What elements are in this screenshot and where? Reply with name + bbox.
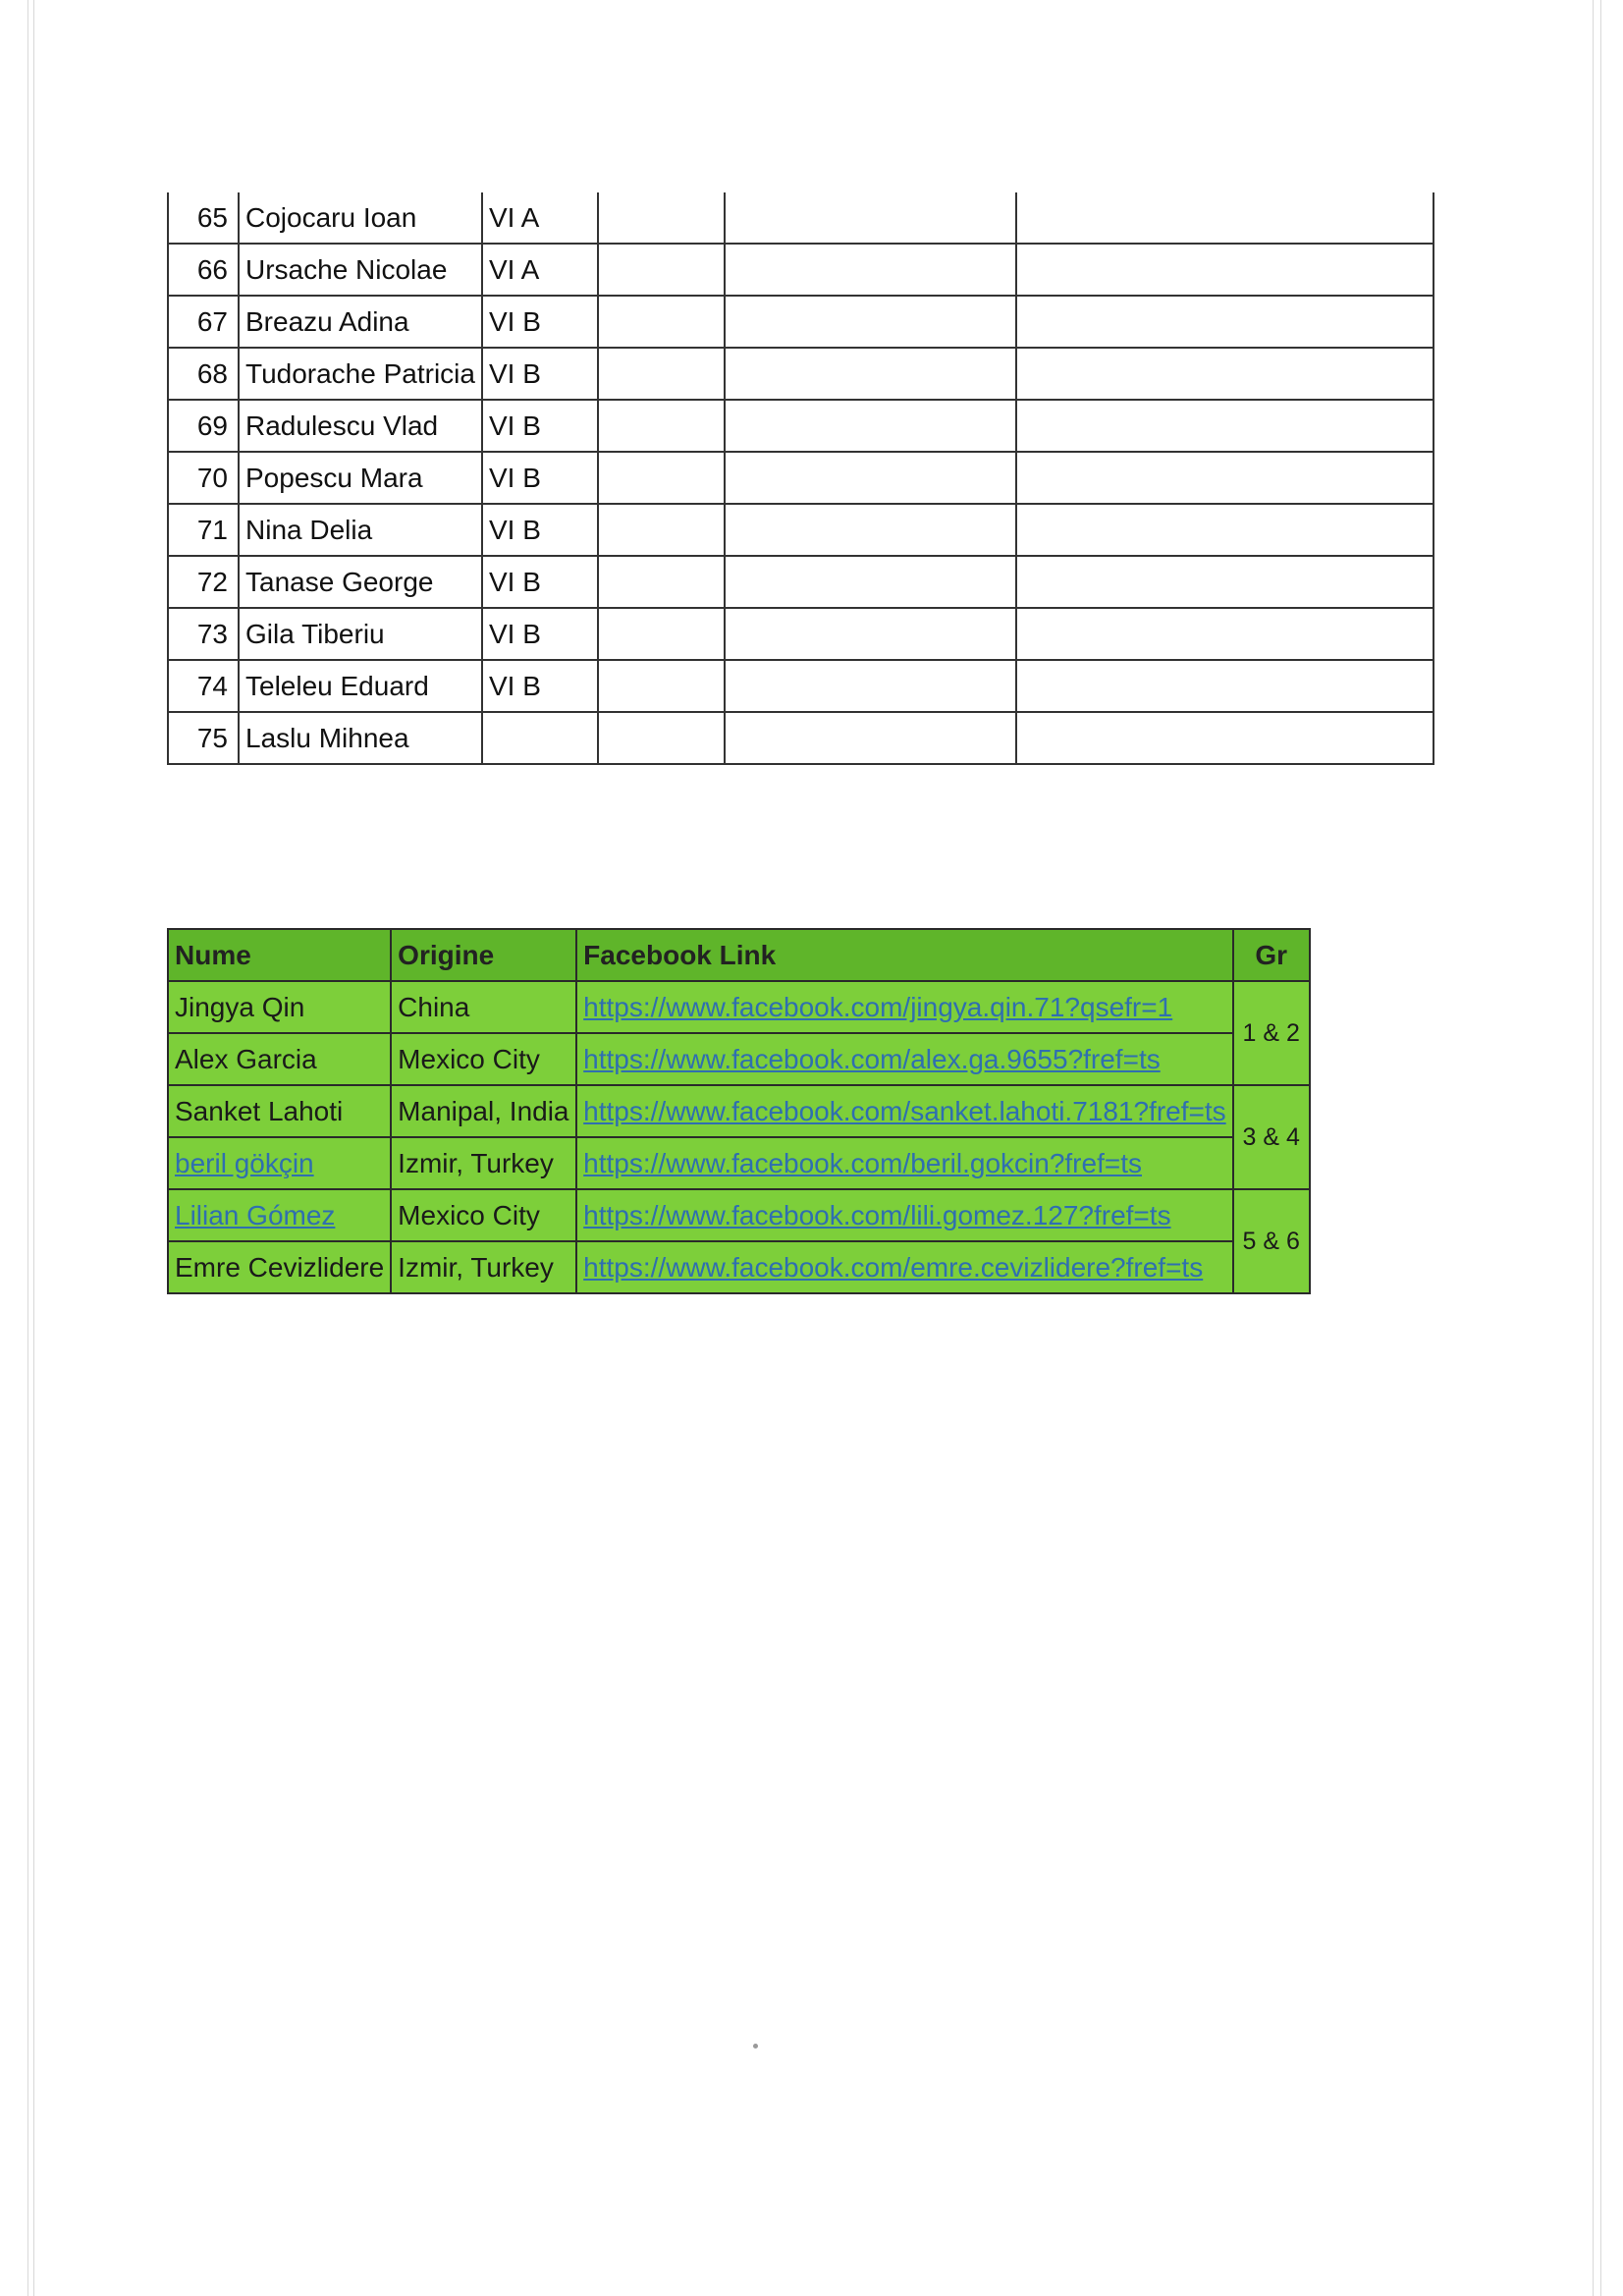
empty-cell [1016, 608, 1434, 660]
empty-cell [598, 348, 725, 400]
contact-link-cell [576, 981, 1232, 1033]
contact-name: Emre Cevizlidere [168, 1241, 391, 1293]
scan-artifact-left [27, 0, 28, 2296]
empty-cell [1016, 504, 1434, 556]
header-origine: Origine [391, 929, 576, 981]
header-nume: Nume [168, 929, 391, 981]
contact-origin: Mexico City [391, 1033, 576, 1085]
group-cell: 3 & 4 [1233, 1085, 1310, 1189]
facebook-link[interactable]: https://www.facebook.com/jingya.qin.71?qsefr=1 [583, 991, 1173, 1022]
empty-cell [598, 192, 725, 244]
empty-cell [1016, 296, 1434, 348]
student-number: 73 [168, 608, 239, 660]
table-row [168, 1241, 1310, 1293]
facebook-contacts-table [167, 928, 1311, 1294]
contact-link-cell [576, 1137, 1232, 1189]
student-name: Teleleu Eduard [239, 660, 482, 712]
scan-artifact-right [1593, 0, 1594, 2296]
empty-cell [598, 608, 725, 660]
empty-cell [725, 400, 1016, 452]
student-class: VI B [482, 452, 598, 504]
empty-cell [598, 400, 725, 452]
empty-cell [1016, 452, 1434, 504]
facebook-link[interactable]: https://www.facebook.com/alex.ga.9655?fref=ts [583, 1043, 1161, 1074]
empty-cell [725, 452, 1016, 504]
contact-origin: China [391, 981, 576, 1033]
contact-link-cell [576, 1241, 1232, 1293]
scan-artifact-right-2 [1600, 0, 1601, 2296]
student-name: Ursache Nicolae [239, 244, 482, 296]
table-row [168, 712, 1434, 764]
student-name: Nina Delia [239, 504, 482, 556]
student-class: VI A [482, 192, 598, 244]
student-name: Laslu Mihnea [239, 712, 482, 764]
group-cell: 1 & 2 [1233, 981, 1310, 1085]
table-row [168, 608, 1434, 660]
student-class: VI A [482, 244, 598, 296]
empty-cell [598, 712, 725, 764]
empty-cell [598, 244, 725, 296]
facebook-link[interactable]: https://www.facebook.com/lili.gomez.127?fref=ts [583, 1199, 1171, 1230]
empty-cell [598, 504, 725, 556]
student-name: Radulescu Vlad [239, 400, 482, 452]
scan-artifact-left-2 [33, 0, 34, 2296]
header-gr: Gr [1233, 929, 1310, 981]
student-name: Gila Tiberiu [239, 608, 482, 660]
contact-name: Sanket Lahoti [168, 1085, 391, 1137]
table-row [168, 244, 1434, 296]
empty-cell [1016, 712, 1434, 764]
student-number: 74 [168, 660, 239, 712]
table-row [168, 1033, 1310, 1085]
contact-origin: Izmir, Turkey [391, 1241, 576, 1293]
empty-cell [598, 296, 725, 348]
empty-cell [725, 296, 1016, 348]
facebook-link[interactable]: https://www.facebook.com/sanket.lahoti.7181?fref=ts [583, 1095, 1226, 1126]
empty-cell [1016, 660, 1434, 712]
empty-cell [598, 660, 725, 712]
empty-cell [725, 348, 1016, 400]
student-number: 71 [168, 504, 239, 556]
table-row [168, 981, 1310, 1033]
student-name: Breazu Adina [239, 296, 482, 348]
table-row [168, 1085, 1310, 1137]
header-facebook-link: Facebook Link [576, 929, 1232, 981]
contact-name-link[interactable]: Lilian Gómez [175, 1199, 336, 1230]
table-row [168, 296, 1434, 348]
contact-name-link[interactable]: beril gökçin [175, 1147, 314, 1178]
table-row [168, 660, 1434, 712]
student-class: VI B [482, 608, 598, 660]
student-class: VI B [482, 660, 598, 712]
student-number: 65 [168, 192, 239, 244]
facebook-link[interactable]: https://www.facebook.com/beril.gokcin?fref=ts [583, 1147, 1142, 1178]
contact-name: Jingya Qin [168, 981, 391, 1033]
empty-cell [598, 452, 725, 504]
group-cell: 5 & 6 [1233, 1189, 1310, 1293]
empty-cell [598, 556, 725, 608]
student-class [482, 712, 598, 764]
contact-origin: Manipal, India [391, 1085, 576, 1137]
student-class: VI B [482, 556, 598, 608]
contact-link-cell [576, 1189, 1232, 1241]
table-row [168, 400, 1434, 452]
empty-cell [725, 244, 1016, 296]
table-row [168, 348, 1434, 400]
student-class: VI B [482, 504, 598, 556]
empty-cell [1016, 556, 1434, 608]
empty-cell [1016, 348, 1434, 400]
student-list-table [167, 192, 1434, 765]
table-row [168, 452, 1434, 504]
table-row [168, 1137, 1310, 1189]
student-number: 72 [168, 556, 239, 608]
table-row [168, 1189, 1310, 1241]
student-number: 70 [168, 452, 239, 504]
student-number: 68 [168, 348, 239, 400]
student-number: 66 [168, 244, 239, 296]
empty-cell [725, 660, 1016, 712]
contact-name: Alex Garcia [168, 1033, 391, 1085]
student-name: Tanase George [239, 556, 482, 608]
empty-cell [1016, 192, 1434, 244]
table-row [168, 504, 1434, 556]
empty-cell [725, 192, 1016, 244]
empty-cell [725, 712, 1016, 764]
student-class: VI B [482, 348, 598, 400]
scan-dot [753, 2044, 758, 2049]
table-row [168, 556, 1434, 608]
student-class: VI B [482, 400, 598, 452]
empty-cell [725, 608, 1016, 660]
contact-name-cell [168, 1137, 391, 1189]
contact-name-cell [168, 1189, 391, 1241]
empty-cell [725, 504, 1016, 556]
contact-link-cell [576, 1033, 1232, 1085]
student-number: 67 [168, 296, 239, 348]
empty-cell [1016, 400, 1434, 452]
facebook-link[interactable]: https://www.facebook.com/emre.cevizlidere?fref=ts [583, 1251, 1204, 1283]
contact-origin: Izmir, Turkey [391, 1137, 576, 1189]
student-number: 75 [168, 712, 239, 764]
student-class: VI B [482, 296, 598, 348]
table-row [168, 192, 1434, 244]
table-header-row [168, 929, 1310, 981]
student-name: Cojocaru Ioan [239, 192, 482, 244]
student-name: Tudorache Patricia [239, 348, 482, 400]
student-name: Popescu Mara [239, 452, 482, 504]
contact-link-cell [576, 1085, 1232, 1137]
contact-origin: Mexico City [391, 1189, 576, 1241]
student-number: 69 [168, 400, 239, 452]
empty-cell [725, 556, 1016, 608]
empty-cell [1016, 244, 1434, 296]
